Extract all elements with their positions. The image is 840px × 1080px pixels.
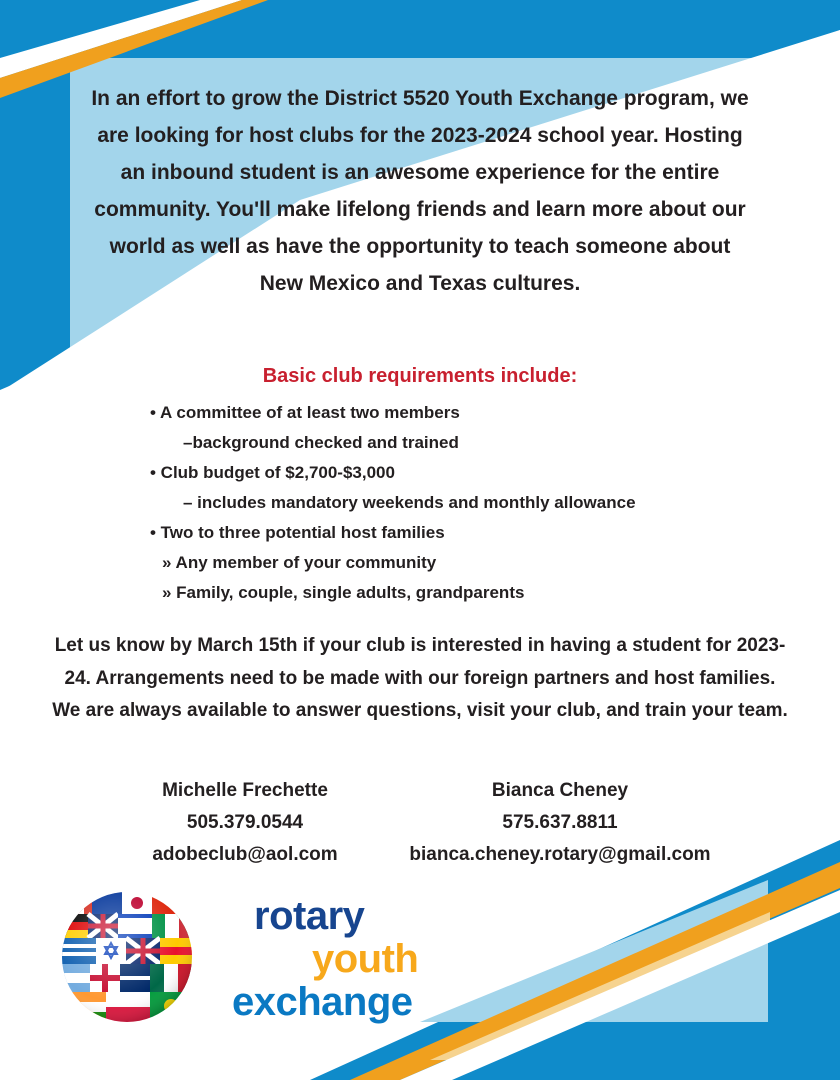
requirements-heading: Basic club requirements include: xyxy=(262,365,578,387)
requirement-item: • Club budget of $2,700-$3,000 xyxy=(150,463,395,482)
requirement-item: • Two to three potential host families xyxy=(150,523,445,542)
requirement-subitem: – includes mandatory weekends and monthly allowance xyxy=(183,493,636,512)
requirement-subitem: –background checked and trained xyxy=(183,433,459,452)
requirement-subitem: » Family, couple, single adults, grandparents xyxy=(162,583,525,602)
logo-word-rotary: rotary xyxy=(254,894,365,938)
contact-phone[interactable]: 575.637.8811 xyxy=(502,812,618,833)
contact-block-bianca xyxy=(380,775,740,871)
requirement-item: • A committee of at least two members xyxy=(150,403,460,422)
closing-paragraph: Let us know by March 15th if your club is interested in having a student for 2023-24. Arrangements need to be made with our foreign partners and host families. We are always available to answer questions, visit your club, and train your team. xyxy=(52,635,788,721)
rotary-youth-exchange-logo xyxy=(232,895,418,1024)
contact-block-michelle xyxy=(120,775,370,871)
intro-paragraph: In an effort to grow the District 5520 Youth Exchange program, we are looking for host clubs for the 2023-2024 school year. Hosting an inbound student is an awesome experience for the entire community. You'll make lifelong friends and learn more about our world as well as have the opportunity to teach someone about New Mexico and Texas cultures. xyxy=(91,87,749,295)
contact-email[interactable]: adobeclub@aol.com xyxy=(152,844,338,865)
contact-phone[interactable]: 505.379.0544 xyxy=(186,812,304,833)
contact-name: Bianca Cheney xyxy=(491,780,629,801)
contact-email[interactable]: bianca.cheney.rotary@gmail.com xyxy=(409,844,711,865)
contact-name: Michelle Frechette xyxy=(162,780,328,801)
requirements-list xyxy=(150,398,636,608)
flag-globe-icon xyxy=(62,892,192,1022)
requirement-subitem: » Any member of your community xyxy=(162,553,437,572)
logo-word-youth: youth xyxy=(312,937,419,981)
logo-word-exchange: exchange xyxy=(232,980,413,1024)
